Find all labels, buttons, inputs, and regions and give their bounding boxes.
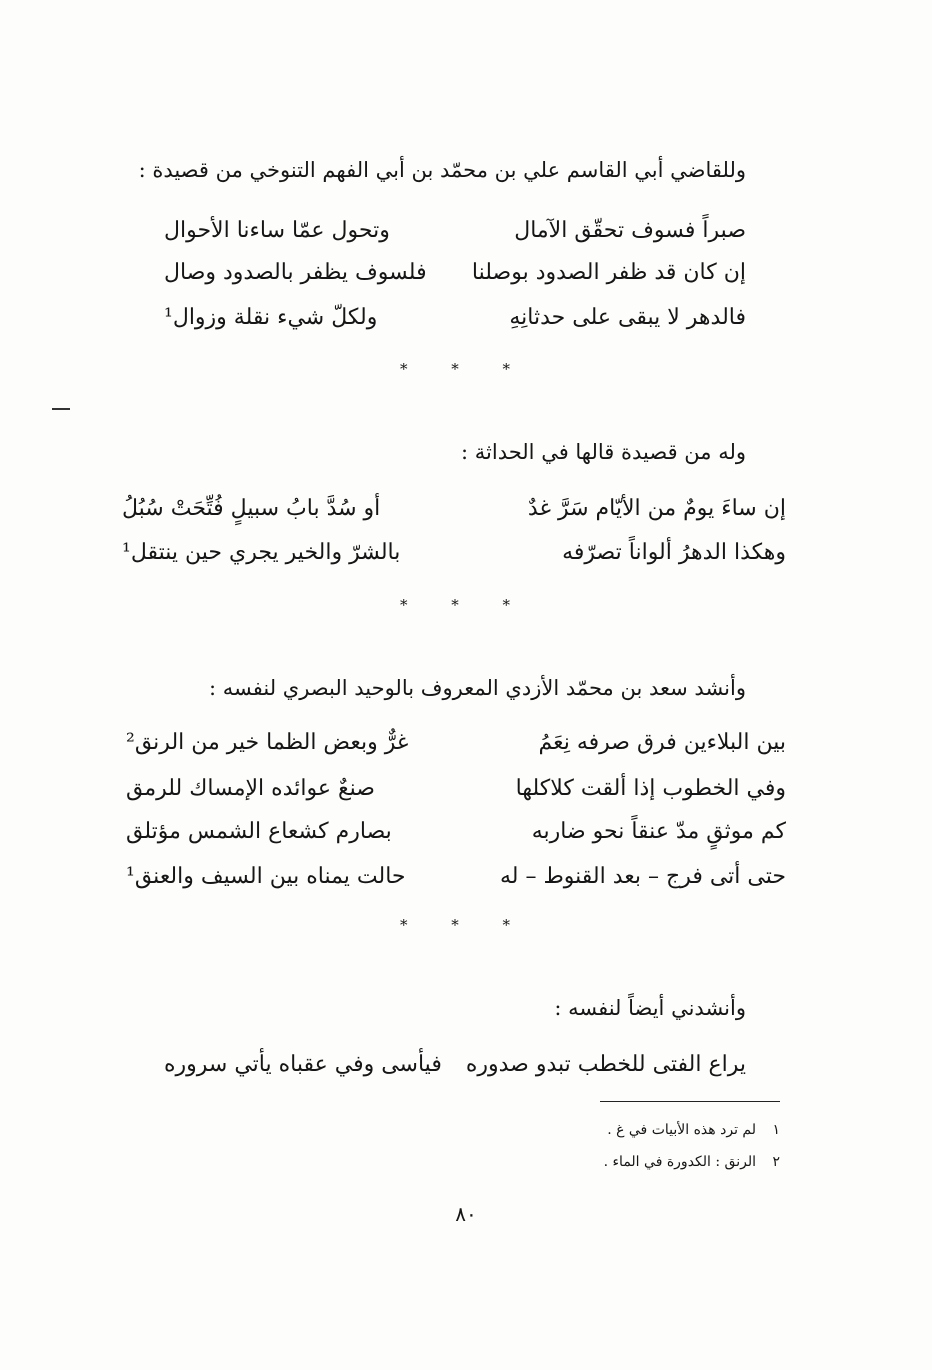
footnote [604,1154,780,1170]
separator-star: * [451,596,459,614]
separator-star: * [451,916,459,934]
verse-second-hemistich: بالشرّ والخير يجري حين ينتقل¹ [122,540,401,565]
section-separator [400,596,510,614]
section-intro: وللقاضي أبي القاسم علي بن محمّد بن أبي الفهم التنوخي من قصيدة : [138,158,746,182]
verse-first-hemistich: حتى أتى فرج – بعد القنوط – له [499,864,786,889]
verse-first-hemistich: إن كان قد ظفر الصدود بوصلنا [471,260,746,285]
verse-first-hemistich: يراع الفتى للخطب تبدو صدوره [465,1052,746,1077]
page-number: ٨٠ [455,1202,477,1226]
section-intro: وأنشد سعد بن محمّد الأزدي المعروف بالوحيد البصري لنفسه : [208,676,746,700]
verse-first-hemistich: بين البلاءين فرق صرفه نِعَمُ [538,730,786,755]
section-intro: وأنشدني أيضاً لنفسه : [554,996,746,1020]
verse-second-hemistich: بصارم كشعاع الشمس مؤتلق [126,819,392,844]
verse-first-hemistich: وفي الخطوب إذا ألقت كلاكلها [515,776,786,801]
verse-second-hemistich: أو سُدَّ بابُ سبيلٍ فُتِّحَتْ سُبُلُ [122,496,381,521]
verse-second-hemistich: فيأسى وفي عقباه يأتي سروره [164,1052,442,1077]
verse-first-hemistich: صبراً فسوف تحقّق الآمال [514,218,746,243]
verse-first-hemistich: وهكذا الدهرُ ألواناً تصرّفه [562,540,786,565]
verse-second-hemistich: غرٌّ وبعض الظما خير من الرنق² [126,730,409,755]
footnote-rule [600,1101,780,1102]
separator-star: * [400,596,408,614]
verse-first-hemistich: إن ساءَ يومٌ من الأيّام سَرَّ غدٌ [527,496,786,521]
section-separator [400,916,510,934]
separator-star: * [400,916,408,934]
section-separator [400,360,510,378]
verse-first-hemistich: فالدهر لا يبقى على حدثانِهِ [509,305,746,330]
footnote-text: لم ترد هذه الأبيات في غ . [607,1122,756,1138]
verse-second-hemistich: ولكلّ شيء نقلة وزوال¹ [164,305,378,330]
verse-second-hemistich: صنعٌ عوائده الإمساك للرمق [126,776,375,801]
footnote-text: الرنق : الكدورة في الماء . [603,1154,756,1170]
separator-star: * [502,916,510,934]
footnote-number: ٢ [772,1154,780,1170]
footnote-number: ١ [772,1122,780,1138]
separator-star: * [451,360,459,378]
separator-star: * [502,360,510,378]
verse-second-hemistich: حالت يمناه بين السيف والعنق¹ [126,864,406,889]
separator-star: * [502,596,510,614]
footnote [607,1122,780,1138]
section-intro: وله من قصيدة قالها في الحداثة : [461,440,746,464]
verse-second-hemistich: فلسوف يظفر بالصدود وصال [164,260,427,285]
separator-star: * [400,360,408,378]
verse-first-hemistich: كم موثقٍ مدّ عنقاً نحو ضاربه [531,819,786,844]
margin-mark [52,408,70,410]
verse-second-hemistich: وتحول عمّا ساءنا الأحوال [164,218,390,243]
